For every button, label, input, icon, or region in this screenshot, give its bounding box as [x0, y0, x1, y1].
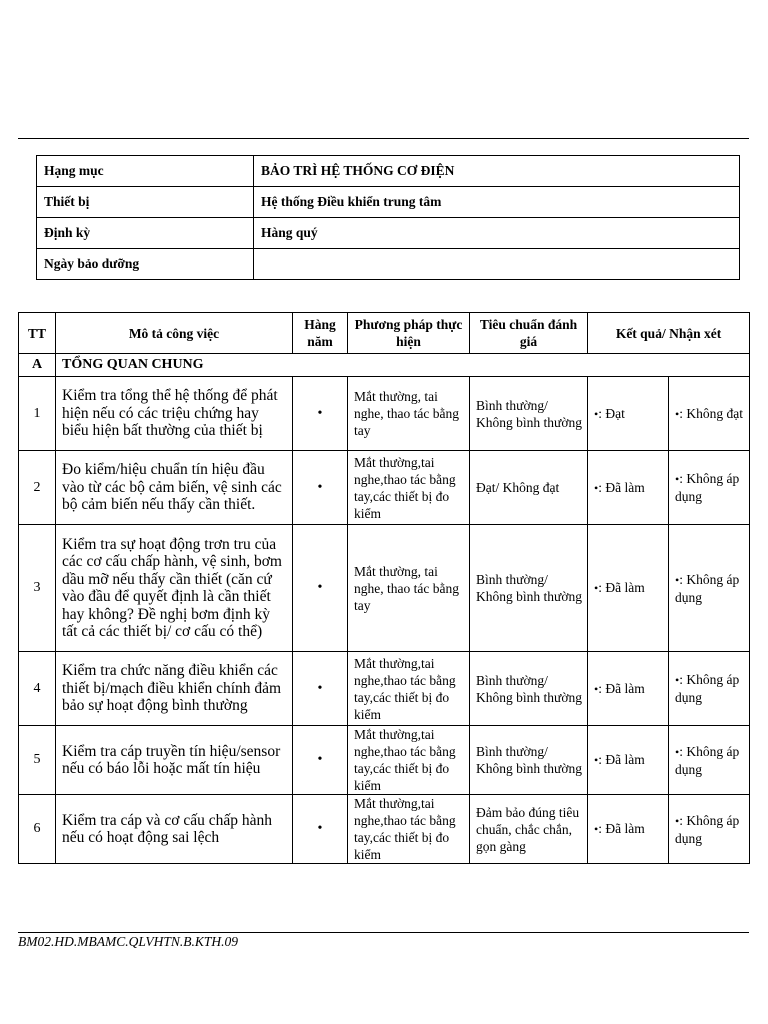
row-number: 1 [19, 377, 56, 451]
table-row [19, 451, 750, 525]
header-method: Phương pháp thực hiện [348, 313, 470, 354]
yearly-bullet-icon: • [293, 726, 348, 795]
bullet-icon: • [675, 744, 680, 759]
result-option-2[interactable] [669, 525, 750, 652]
bullet-icon: • [675, 406, 680, 421]
footer-divider [18, 932, 749, 933]
bullet-icon: • [675, 472, 680, 486]
section-title: TỔNG QUAN CHUNG [56, 354, 750, 377]
info-label: Hạng mục [37, 156, 254, 187]
table-row [19, 525, 750, 652]
row-number: 3 [19, 525, 56, 652]
info-value-field[interactable] [254, 249, 740, 280]
row-number: 5 [19, 726, 56, 795]
bullet-icon: • [675, 813, 680, 828]
info-row-period [37, 218, 740, 249]
result-option-label: : Đạt [598, 405, 625, 421]
result-option-label: : Đã làm [598, 821, 645, 836]
row-description: Kiểm tra chức năng điều khiển các thiết bị/mạch điều khiển chính đảm bảo sự hoạt động bình thường [56, 652, 293, 726]
document-code: BM02.HD.MBAMC.QLVHTN.B.KTH.09 [18, 934, 239, 949]
row-description: Kiểm tra tổng thể hệ thống để phát hiện nếu có các triệu chứng hay biểu hiện bất thường của thiết bị [56, 377, 293, 451]
header-yearly: Hàng năm [293, 313, 348, 354]
info-label: Định kỳ [37, 218, 254, 249]
info-label: Ngày bảo dưỡng [37, 249, 254, 280]
top-divider [18, 138, 749, 139]
info-row-category [37, 156, 740, 187]
info-value: Hệ thống Điều khiển trung tâm [254, 187, 740, 218]
result-option-label: : Không đạt [679, 405, 743, 421]
table-row [19, 726, 750, 795]
row-method: Mắt thường,tai nghe,thao tác bằng tay,các thiết bị đo kiểm [348, 451, 470, 525]
result-option-label: : Đã làm [598, 680, 645, 696]
yearly-bullet-icon: • [293, 652, 348, 726]
result-option-2[interactable] [669, 377, 750, 451]
yearly-bullet-icon: • [293, 377, 348, 451]
header-row [19, 313, 750, 354]
row-method: Mắt thường, tai nghe, thao tác bằng tay [348, 525, 470, 652]
table-row [19, 652, 750, 726]
info-row-equipment [37, 187, 740, 218]
info-label: Thiết bị [37, 187, 254, 218]
result-option-2[interactable] [669, 726, 750, 795]
result-option-label: : Không áp dụng [675, 571, 740, 605]
result-option-2[interactable] [669, 795, 750, 864]
checklist-table [18, 312, 750, 864]
result-option-label: : Không áp dụng [675, 812, 740, 846]
bullet-icon: • [594, 822, 599, 836]
header-standard: Tiêu chuẩn đánh giá [470, 313, 588, 354]
row-standard: Bình thường/ Không bình thường [470, 525, 588, 652]
bullet-icon: • [594, 753, 599, 767]
result-option-label: : Không áp dụng [675, 471, 740, 504]
info-value: BẢO TRÌ HỆ THỐNG CƠ ĐIỆN [254, 156, 740, 187]
section-code: A [19, 354, 56, 377]
header-description: Mô tả công việc [56, 313, 293, 354]
row-description: Đo kiểm/hiệu chuẩn tín hiệu đầu vào từ các bộ cảm biến, vệ sinh các bộ cảm biến nếu thấy cần thiết. [56, 451, 293, 525]
result-option-1[interactable] [588, 525, 669, 652]
result-option-1[interactable] [588, 652, 669, 726]
yearly-bullet-icon: • [293, 451, 348, 525]
header-tt: TT [19, 313, 56, 354]
row-standard: Đảm bảo đúng tiêu chuẩn, chắc chắn, gọn gàng [470, 795, 588, 864]
row-standard: Đạt/ Không đạt [470, 451, 588, 525]
info-table [36, 155, 740, 280]
result-option-1[interactable] [588, 377, 669, 451]
result-option-2[interactable] [669, 652, 750, 726]
info-value: Hàng quý [254, 218, 740, 249]
result-option-1[interactable] [588, 451, 669, 525]
result-option-1[interactable] [588, 726, 669, 795]
result-option-1[interactable] [588, 795, 669, 864]
section-row [19, 354, 750, 377]
row-method: Mắt thường,tai nghe,thao tác bằng tay,các thiết bị đo kiểm [348, 726, 470, 795]
result-option-2[interactable] [669, 451, 750, 525]
bullet-icon: • [675, 673, 680, 687]
bullet-icon: • [675, 572, 680, 587]
result-option-label: : Đã làm [598, 752, 645, 767]
bullet-icon: • [594, 681, 599, 696]
row-method: Mắt thường,tai nghe,thao tác bằng tay,các thiết bị đo kiểm [348, 652, 470, 726]
bullet-icon: • [594, 406, 599, 421]
table-row [19, 377, 750, 451]
result-option-label: : Đã làm [598, 479, 645, 495]
row-standard: Bình thường/ Không bình thường [470, 377, 588, 451]
row-standard: Bình thường/ Không bình thường [470, 652, 588, 726]
row-description: Kiểm tra cáp và cơ cấu chấp hành nếu có hoạt động sai lệch [56, 795, 293, 864]
row-standard: Bình thường/ Không bình thường [470, 726, 588, 795]
row-description: Kiểm tra cáp truyền tín hiệu/sensor nếu có báo lỗi hoặc mất tín hiệu [56, 726, 293, 795]
bullet-icon: • [594, 480, 599, 495]
result-option-label: : Đã làm [598, 580, 645, 595]
row-number: 6 [19, 795, 56, 864]
header-result: Kết quả/ Nhận xét [588, 313, 750, 354]
row-description: Kiểm tra sự hoạt động trơn tru của các cơ cấu chấp hành, vệ sinh, bơm dầu mỡ nếu thấy cần thiết (căn cứ vào đầu để quyết định là cần thiết hay không? Đề nghị bơm định kỳ tất cả các thiết bị/ cơ cấu có thể) [56, 525, 293, 652]
row-number: 4 [19, 652, 56, 726]
row-number: 2 [19, 451, 56, 525]
row-method: Mắt thường,tai nghe,thao tác bằng tay,các thiết bị đo kiểm [348, 795, 470, 864]
yearly-bullet-icon: • [293, 525, 348, 652]
info-row-maintenance-date [37, 249, 740, 280]
table-row [19, 795, 750, 864]
yearly-bullet-icon: • [293, 795, 348, 864]
result-option-label: : Không áp dụng [675, 672, 740, 705]
bullet-icon: • [594, 581, 599, 595]
result-option-label: : Không áp dụng [675, 743, 740, 777]
row-method: Mắt thường, tai nghe, thao tác bằng tay [348, 377, 470, 451]
